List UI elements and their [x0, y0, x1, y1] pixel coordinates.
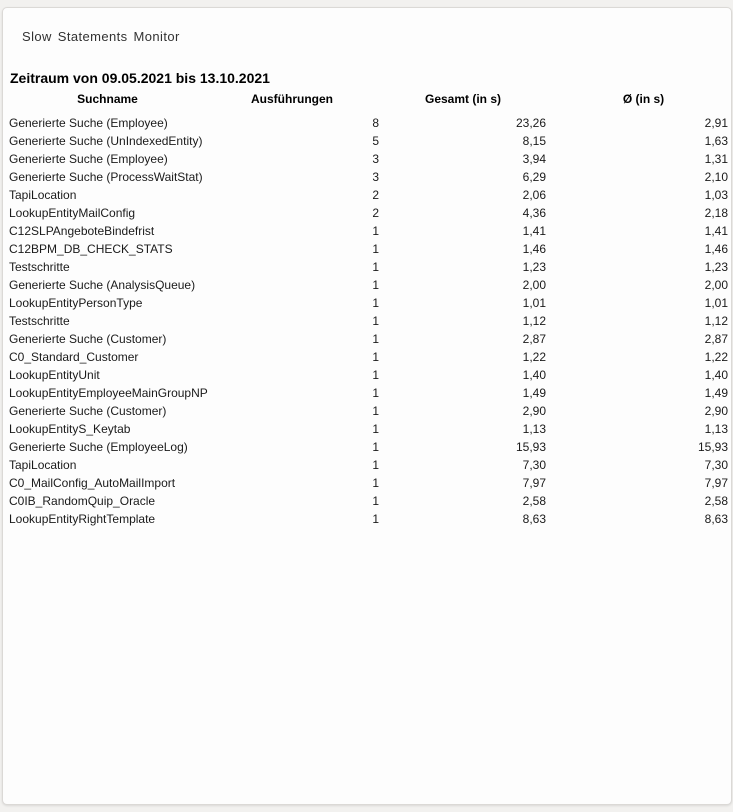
- total-seconds-cell: 1,40: [522, 368, 546, 382]
- total-seconds-cell: 6,29: [522, 170, 546, 184]
- table-row: [3, 384, 731, 402]
- table-body: [3, 114, 731, 528]
- suchname-cell: Generierte Suche (Employee): [9, 116, 168, 130]
- avg-seconds-cell: 7,30: [704, 458, 728, 472]
- executions-cell: 1: [372, 296, 379, 310]
- executions-cell: 3: [372, 152, 379, 166]
- executions-cell: 1: [372, 494, 379, 508]
- executions-cell: 1: [372, 440, 379, 454]
- table-row: [3, 258, 731, 276]
- avg-seconds-cell: 15,93: [697, 440, 728, 454]
- executions-cell: 1: [372, 278, 379, 292]
- suchname-cell: Generierte Suche (Customer): [9, 332, 167, 346]
- suchname-cell: Testschritte: [9, 314, 70, 328]
- total-seconds-cell: 1,22: [522, 350, 546, 364]
- suchname-cell: C12SLPAngeboteBindefrist: [9, 224, 155, 238]
- executions-cell: 1: [372, 224, 379, 238]
- avg-seconds-cell: 1,41: [704, 224, 728, 238]
- avg-seconds-cell: 1,40: [704, 368, 728, 382]
- table-row: [3, 348, 731, 366]
- table-row: [3, 492, 731, 510]
- total-seconds-cell: 7,97: [522, 476, 546, 490]
- total-seconds-cell: 1,46: [522, 242, 546, 256]
- table-row: [3, 456, 731, 474]
- table-row: [3, 402, 731, 420]
- avg-seconds-cell: 2,18: [704, 206, 728, 220]
- period-label: Zeitraum von 09.05.2021 bis 13.10.2021: [10, 70, 270, 86]
- suchname-cell: LookupEntityRightTemplate: [9, 512, 156, 526]
- executions-cell: 2: [372, 206, 379, 220]
- avg-seconds-cell: 8,63: [704, 512, 728, 526]
- table-row: [3, 150, 731, 168]
- table-row: [3, 438, 731, 456]
- avg-seconds-cell: 1,01: [704, 296, 728, 310]
- executions-cell: 8: [372, 116, 379, 130]
- slow-statements-table: [3, 92, 731, 528]
- total-seconds-cell: 2,87: [522, 332, 546, 346]
- table-row: [3, 366, 731, 384]
- suchname-cell: C0IB_RandomQuip_Oracle: [9, 494, 156, 508]
- avg-seconds-cell: 2,87: [704, 332, 728, 346]
- suchname-cell: Generierte Suche (Customer): [9, 404, 167, 418]
- executions-cell: 1: [372, 332, 379, 346]
- suchname-cell: Generierte Suche (UnIndexedEntity): [9, 134, 203, 148]
- column-header-gesamt: Gesamt (in s): [424, 92, 502, 106]
- table-row: [3, 222, 731, 240]
- avg-seconds-cell: 2,10: [704, 170, 728, 184]
- executions-cell: 1: [372, 368, 379, 382]
- total-seconds-cell: 1,49: [522, 386, 546, 400]
- table-header-row: [3, 92, 731, 114]
- table-header: [3, 92, 731, 114]
- table-row: [3, 330, 731, 348]
- table-row: [3, 204, 731, 222]
- total-seconds-cell: 15,93: [515, 440, 546, 454]
- monitor-card: [2, 7, 732, 805]
- table-row: [3, 186, 731, 204]
- executions-cell: 1: [372, 242, 379, 256]
- table-row: [3, 510, 731, 528]
- total-seconds-cell: 7,30: [522, 458, 546, 472]
- table-row: [3, 114, 731, 132]
- suchname-cell: LookupEntityUnit: [9, 368, 100, 382]
- avg-seconds-cell: 1,03: [704, 188, 728, 202]
- table-row: [3, 474, 731, 492]
- executions-cell: 1: [372, 476, 379, 490]
- table-row: [3, 420, 731, 438]
- suchname-cell: LookupEntityEmployeeMainGroupNP: [9, 386, 208, 400]
- executions-cell: 1: [372, 350, 379, 364]
- total-seconds-cell: 8,63: [522, 512, 546, 526]
- total-seconds-cell: 3,94: [522, 152, 546, 166]
- suchname-cell: C0_Standard_Customer: [9, 350, 139, 364]
- column-header-suchname: Suchname: [77, 92, 138, 106]
- table-row: [3, 240, 731, 258]
- executions-cell: 1: [372, 260, 379, 274]
- executions-cell: 2: [372, 188, 379, 202]
- table-row: [3, 168, 731, 186]
- column-header-ausfuehrungen: Ausführungen: [251, 92, 333, 106]
- executions-cell: 1: [372, 386, 379, 400]
- total-seconds-cell: 1,23: [522, 260, 546, 274]
- avg-seconds-cell: 1,23: [704, 260, 728, 274]
- suchname-cell: LookupEntityPersonType: [9, 296, 143, 310]
- total-seconds-cell: 1,13: [522, 422, 546, 436]
- avg-seconds-cell: 2,90: [704, 404, 728, 418]
- column-header-avg: Ø (in s): [622, 92, 665, 106]
- executions-cell: 1: [372, 404, 379, 418]
- avg-seconds-cell: 1,63: [704, 134, 728, 148]
- avg-seconds-cell: 1,22: [704, 350, 728, 364]
- suchname-cell: Generierte Suche (ProcessWaitStat): [9, 170, 203, 184]
- avg-seconds-cell: 1,13: [704, 422, 728, 436]
- executions-cell: 1: [372, 512, 379, 526]
- page-title: Slow Statements Monitor: [22, 29, 180, 44]
- table-row: [3, 276, 731, 294]
- suchname-cell: C12BPM_DB_CHECK_STATS: [9, 242, 173, 256]
- suchname-cell: Testschritte: [9, 260, 70, 274]
- avg-seconds-cell: 1,12: [704, 314, 728, 328]
- table-row: [3, 294, 731, 312]
- suchname-cell: TapiLocation: [9, 458, 77, 472]
- executions-cell: 1: [372, 422, 379, 436]
- total-seconds-cell: 1,12: [522, 314, 546, 328]
- avg-seconds-cell: 2,91: [704, 116, 728, 130]
- avg-seconds-cell: 1,31: [704, 152, 728, 166]
- total-seconds-cell: 1,41: [522, 224, 546, 238]
- table-row: [3, 312, 731, 330]
- total-seconds-cell: 4,36: [522, 206, 546, 220]
- avg-seconds-cell: 2,58: [704, 494, 728, 508]
- suchname-cell: TapiLocation: [9, 188, 77, 202]
- total-seconds-cell: 2,00: [522, 278, 546, 292]
- suchname-cell: LookupEntityS_Keytab: [9, 422, 131, 436]
- avg-seconds-cell: 7,97: [704, 476, 728, 490]
- executions-cell: 1: [372, 458, 379, 472]
- suchname-cell: Generierte Suche (Employee): [9, 152, 168, 166]
- executions-cell: 3: [372, 170, 379, 184]
- suchname-cell: Generierte Suche (AnalysisQueue): [9, 278, 196, 292]
- total-seconds-cell: 23,26: [515, 116, 546, 130]
- avg-seconds-cell: 1,49: [704, 386, 728, 400]
- total-seconds-cell: 2,90: [522, 404, 546, 418]
- executions-cell: 5: [372, 134, 379, 148]
- avg-seconds-cell: 2,00: [704, 278, 728, 292]
- total-seconds-cell: 2,58: [522, 494, 546, 508]
- table-row: [3, 132, 731, 150]
- executions-cell: 1: [372, 314, 379, 328]
- total-seconds-cell: 8,15: [522, 134, 546, 148]
- total-seconds-cell: 1,01: [522, 296, 546, 310]
- suchname-cell: LookupEntityMailConfig: [9, 206, 136, 220]
- suchname-cell: C0_MailConfig_AutoMailImport: [9, 476, 176, 490]
- suchname-cell: Generierte Suche (EmployeeLog): [9, 440, 188, 454]
- total-seconds-cell: 2,06: [522, 188, 546, 202]
- avg-seconds-cell: 1,46: [704, 242, 728, 256]
